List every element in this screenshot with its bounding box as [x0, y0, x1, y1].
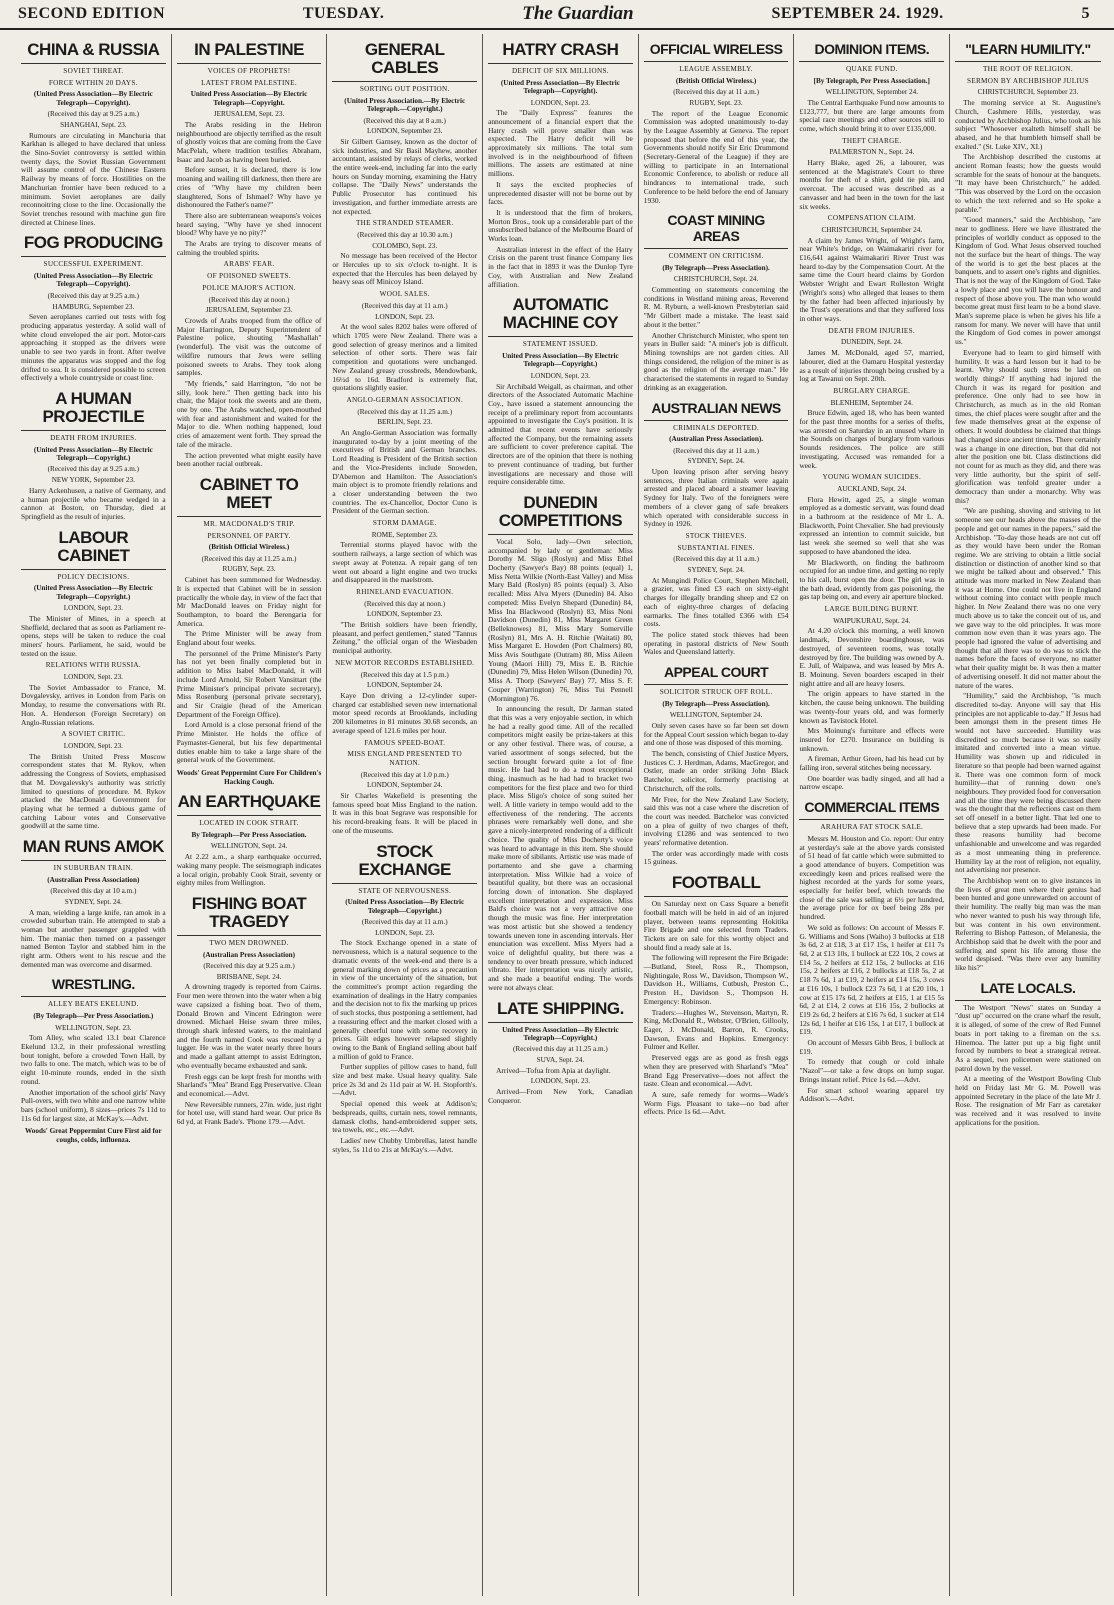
dateline: LONDON, Sept. 23. [375, 312, 435, 321]
article-headline: "LEARN HUMILITY." [955, 38, 1101, 62]
article-headline: DOMINION ITEMS. [799, 38, 944, 62]
article-paragraph: The Prime Minister will be away from England about four weeks. [176, 629, 322, 648]
sub-headline: STOCK THIEVES. [685, 531, 747, 540]
dateline: LONDON, Sept. 23. [63, 742, 123, 750]
column-2 [172, 34, 328, 1596]
dateline: BRISBANE, Sept. 24. [216, 972, 282, 981]
article-paragraph: Upon leaving prison after serving heavy sentences, three Italian criminals were again arrested and placed aboard a steamer leaving Sydney for Italy. Two of the foreigners were members of a clever gang of safe breakers which operated with considerable success in Sydney in 1926. [643, 467, 789, 529]
article-paragraph: At a meeting of the Westport Bowling Club held on Friday last Mr G. M. Powell was appointed Secretary in the place of the late Mr J. Rose. The resignation of Mr Farr as caretaker was received and it was resolved to invite applications for the position. [955, 1074, 1101, 1127]
dateline: (Received this day at 8 a.m.) [363, 116, 446, 125]
dateline: (Received this day at 11.25 a.m.) [357, 407, 453, 416]
article-paragraph: "Humility," said the Archbishop, "is much discredited to-day. Anyone will say that His principles are not applicable to-day." If Jesus had been amongst them in the present times He would not have succeeded. Humility was discredited so much because it was so easily imitated and converted into a mean virtue. Humility was shown up and ridiculed in literature so that people had been warned against it. There was one common form of mock humility—that of running down one's neighbours. They provided food for conversation and all the time they were being discussed there was the thought that the reflections cast on them set off oneself in a better light. That led one to believe that a step upwards had been made. For these reasons humility had become unfashionable and unwelcome and was regarded as a most unmeaning thing in preference. Humility lay at the root of religion, not equality, not advertising nor presence. [955, 691, 1101, 875]
wire-credit: (British Official Wireless.) [208, 543, 290, 552]
article-paragraph: Further supplies of pillow cases to hand, full size and best make. Usual heavy quality. Sale price 2s 3d and 2s 11d pair at W. H. Stopforth's.—Advt. [332, 1062, 478, 1098]
wire-credit: By Telegraph—Per Press Association. [191, 831, 307, 840]
article-paragraph: Sir Gilbert Garnsey, known as the doctor of sick industries, and Sir Basil Mayhew, another accountant, assisted by relays of clerks, worked the entire week-end, including far into the early hours on Sunday morning, examining the Hatry collapse. The "Daily News" understands the Public Prosecutor has continued his investigation, and further immediate arrests are not expected. [332, 136, 478, 216]
article-paragraph: Commenting on statements concerning the conditions in Westland mining areas, Reverend R. M. Ryburn, a well-known Presbyterian said "Mr Gilbert made a mistake. The least said about it the better." [643, 285, 789, 329]
sub-headline: STATE OF NERVOUSNESS. [358, 886, 452, 895]
wire-credit: United Press Association—By Electric Telegraph—Copyright.) [502, 351, 619, 369]
sub-headline: SOLICITOR STRUCK OFF ROLL. [659, 688, 773, 697]
wire-credit: (United Press Association—By Electric Telegraph—Copyright). [33, 272, 153, 289]
wire-credit: United Press Association—By Electric Telegraph—Copyright. [190, 90, 308, 107]
article-paragraph: Harry Ackenhusen, a native of Germany, and a human projectile who became wedged in a cannon at Boston, on Thursday, died at Springfield as the result of injuries. [21, 485, 166, 521]
sub-headline: ARAHURA FAT STOCK SALE. [820, 823, 924, 832]
article-paragraph: The Soviet Ambassador to France, M. Dovgalevsky, arrives in London from Paris on Monday, to resume the conversations with Rt. Hon. A. Henderson (Foreign Secretary) on Anglo-Russian relations. [21, 682, 166, 727]
wire-credit: (By Telegraph—Per Press Association.) [33, 1012, 154, 1021]
sub-headline: ALLEY BEATS EKELUND. [48, 1000, 139, 1009]
wire-credit: (United Press Association—By Electric Telegraph—Copyright.) [33, 584, 153, 601]
article-paragraph: A claim by James Wright, of Wright's farm, near White's bridge, on Waimakariri river for £16,641 against Waimakariri River Trust was heard to-day by the Compensation Court. At the same time the Court heard claims by Gordon Webster Wright and Ewart Rolleston Wright (Wright's sons) who alleged that leases to them by the father had been affected injuriously by the Trust's operations and that they suffered loss in other ways. [799, 235, 945, 323]
dateline: LONDON, Sept. 23. [63, 673, 123, 682]
dateline: LONDON, September 24. [366, 781, 443, 790]
article-headline: AUTOMATIC MACHINE COY [488, 293, 633, 337]
article-paragraph: Terrential storms played havoc with the southern railways, a large section of which was swept away at Potenza. A repair gang of ten went out aboard a light engine and two trucks and disappeared in the maelstrom. [332, 540, 478, 585]
article-paragraph: It is understood that the firm of brokers, Morton Bros., took up a considerable part of the unsubscribed balance of the Melbourne Board of Works loan. [488, 207, 633, 244]
advertisement: Woods' Great Peppermint Cure For Children's Hacking Cough. [176, 768, 322, 786]
article-headline: LABOUR CABINET [21, 526, 166, 570]
sub-headline: WOOL SALES. [379, 290, 430, 299]
article-paragraph: Special opened this week at Addison's; bedspreads, quilts, curtain nets, towel remnants, damask cloths, hand-embroidered supper sets, tea towels, etc., etc.—Advt. [332, 1099, 478, 1135]
article-paragraph: Tom Alley, who scaled 13.1 beat Clarence Ekelund 13.2, in their professional wrestling bout tonight, before a crowded Town Hall, by two falls to one. The match, which was to be of eight 10-minute rounds, ended in the sixth round. [21, 1033, 166, 1086]
dateline: COLOMBO, Sept. 23. [372, 241, 438, 250]
dateline: (Received this day at 11 a.m.) [673, 88, 759, 97]
dateline: (Received this day at 11 a.m.) [673, 555, 759, 564]
dateline: JERUSALEM, September 23. [205, 306, 293, 315]
dateline: NEW YORK, September 23. [51, 476, 135, 485]
article-paragraph: The personnel of the Prime Minister's Party has not yet been finally completed but in addition to Miss Isabel MacDonald, it will include Lord Arnold, Sir Robert Vansittart (the Prime Minister's principal private secretary), Miss Rosenburg (personal private secretary), and Sir Craigie (head of the American Department of the Foreign Office). [176, 648, 322, 719]
article-paragraph: An Anglo-German Association was formally inaugurated to-day by a joint meeting of the executives of British and German branches. Lord Reading is President of the British section and the Vice-Presidents include Snowden, D'Abernon and Hamilton. The Association's main object is to promote friendly relations and a closer understanding between the two countries. The ex-Chancellor, Doctor Cuno is President of the German section. [332, 428, 478, 516]
dateline: (Received this day at 9.25 a.m.) [47, 110, 140, 119]
article-paragraph: One boarder was badly singed, and all had a narrow escape. [799, 773, 945, 792]
article-paragraph: Seven aeroplanes carried out tests with fog producing apparatus yesterday. A solid wall of white cloud enveloped the air port. Motor-cars approaching it stopped as the drivers were unable to see two yards in front. After twelve minutes the apparatus was stopped and the fog drifted to sea. It is considered possible to screen effectively a whole countryside or coast line. [21, 312, 166, 383]
wire-credit: United Press Association—By Electric Telegraph—Copyright.) [502, 1025, 619, 1042]
article-paragraph: The Minister of Mines, in a speech at Sheffield, declared that as soon as Parliament re-opens, steps will be taken to reduce the coal miners' hours. Parliament, he said, would be tested on the issue. [21, 613, 166, 658]
sub-headline: VOICES OF PROPHETS! [207, 67, 291, 75]
dateline: WELLINGTON, September 24. [825, 88, 919, 97]
sub-headline: A SOVIET CRITIC. [61, 730, 126, 739]
article-headline: CHINA & RUSSIA [21, 38, 166, 64]
column-7 [950, 34, 1106, 1596]
dateline: (Received this day at 11.25 a.m.) [513, 1045, 608, 1054]
article-paragraph: The British United Press Moscow correspondent states that M. Rykov, when addressing the Congress of Soviets, emphasised that M. Dovgalevsky's authority was strictly limited to questions of procedure. M. Rykov attacked the MacDonald Government for playing what he termed a dubious game of catching Labour votes and Conservative goodwill at the same time. [21, 751, 166, 831]
article-headline: FOOTBALL [644, 871, 789, 897]
dateline: SUVA, Sept. 24. [536, 1056, 585, 1065]
article-paragraph: Rumours are circulating in Manchuria that Karkhan is alleged to have declared that unless the Sino-Soviet controversy is settled within twenty days, the Soviet Russian Government will assume control of the Chinese Eastern Railway by means of force. Hostilities on the Manchurian frontier have been reduced to a minimum. Soviet aeroplanes are daily reconnoitring close to the line. Occasionally the Soviet trenches resound with machine gun fire directed at Chinese lines. [21, 130, 166, 227]
dateline: LONDON, Sept. 23. [530, 371, 591, 380]
article-paragraph: The Arabs residing in the Hebron neighbourhood are objectly terrified as the result of ghostly voices that are coming from the Cave MacPelah, where tradition testifies Abraham, Isaac and Jacob as having been buried. [176, 119, 322, 164]
sub-headline: COMMENT ON CRITICISM. [668, 252, 764, 261]
article-paragraph: The following will represent the Fire Brigade:—Butland, Steel, Ross R., Thompson, Nightingale, Ross W., Davidson, Thompson W., Davidson H., Williams, Cutbush, Preston C., Preston H., Davidson S., Thompson H. Emergency: Robinson. [643, 953, 789, 1006]
article-paragraph: The bench, consisting of Chief Justice Myers, Justices C. J. Herdman, Adams, MacGregor, and Ostler, made an order striking John Black Batchelor, solicitor, formerly practising at Christchurch, off the rolls. [643, 749, 789, 793]
article-paragraph: Arrived—From New York, Canadian Conqueror. [488, 1087, 633, 1105]
dateline: (Received this day at 9.25 a.m.) [47, 291, 140, 300]
sub-headline: LEAGUE ASSEMBLY. [679, 65, 753, 73]
wire-credit: (By Telegraph—Press Association). [662, 263, 770, 272]
article-headline: FISHING BOAT TRAGEDY [177, 892, 322, 936]
article-paragraph: The morning service at St. Augustine's Church, Cashmere Hills, yesterday, was conducted by Archbishop Julius, who took as his subject "Whosoever exalteth himself shall be abased, and he that humbleth himself shall be exalted." (St. Luke XIV., XI.) [955, 98, 1101, 151]
article-paragraph: The Archbishop went on to give instances in the lives of great men where their genius had been hunted and gone unrewarded on account of their humility. The really big man was the man who never wanted to push his way through life, but was content in his own environment. Referring to Bishop Patteson, of Melanesia, the Archbishop said that he dwelt with the poor and suffering and spent his life among those the world despised. "Was there ever any humility like his?" [955, 875, 1101, 973]
article-paragraph: In announcing the result, Dr Jarman stated that this was a very enjoyable section, in which he had a really good time. All of the recalled competitors might easily be prize-takers at this or any other festival. There was, of course, a varied assortment of songs selected, but the section brought forward quite a lot of fine music. He had had to do a most exceptional thing, inasmuch as he had had to bracket two competitors for the first place and two for third place. Miss Sligo's choice of song suited her well. A little variety in tempo would add to the effectiveness of the rendering. The accents phrases were remarkably well done, and she gave a nicely-interpreted rendering of a difficult choice. The quality of Miss Docherty's voice was heard to advantage in this item. She should make more of sibilants. Artistic use was made of portamento and she gave a charming interpretation. Miss Wilkie had a voice of beautiful quality, but there was an occasional forcing down of intonation. She displayed excellent interpretation and expression. Miss Bald's choice was not a very attractive one though the music was fine. Her interpretation was most artistic but she showed a tendency towards uneven tone in ascending intervals. Her enunciation was excellent. Miss Myers had a voice of delightful quality, but there was a tendency to over breath pressure, which induced vibrato. Her interpretation was nicely artistic, and she made a beautiful ending. The words were not always clear. [488, 704, 633, 992]
article-paragraph: Everyone had to learn to gird himself with humility. It was a hard lesson but it had to be learnt. Why should such stress be laid on worldly things? If anything had injured the Church it was its regard for position and preference. One only had to see how in Christchurch, as much as in the old Roman times, the chief places were sought after and the few made themselves great at the expense of others. It would doubtless be claimed that things had changed since ancient times. There certainly was a change in one direction, but that did not alter the position one bit. Class distinctions did not count for as much as they did, and there was very little authority, but the spirit of self-glorification was tenfold greater under a democracy than under a monarchy. Why was this? [955, 347, 1101, 505]
dateline: (Received this day at 10 a.m.) [50, 887, 137, 896]
sub-headline: QUAKE FUND. [845, 65, 898, 73]
article-paragraph: A drowning tragedy is reported from Cairns. Four men were thrown into the water when a big wave capsized a fishing boat. Two of them, Donald Brown and Vincent Edrington were drowned. Michael Heise swam three miles, through shark infested waters, to the mainland and the fourth named Cook was rescued by a lugger. He was in the water nearly three hours and made a gallant attempt to assist Edrington, who eventually became exhausted and sank. [176, 982, 322, 1070]
dateline: ROME, September 23. [371, 530, 438, 539]
dateline: (Received this day at 11 a.m.) [361, 301, 448, 310]
article-paragraph: Another importation of the school girls' Navy Pull-overs, with two white and one narrow white bars (school uniform), 8 sizes—prices 7s 11d to 11s 6d for largest size, at McKay's.—Advt. [21, 1087, 166, 1123]
dateline: WELLINGTON, Sept. 23. [55, 1023, 132, 1032]
column-5 [639, 34, 795, 1596]
dateline: (Received this day at 1.5 p.m.) [360, 670, 449, 679]
sub-headline: YOUNG WOMAN SUICIDES. [822, 473, 922, 482]
day-label: TUESDAY. [302, 5, 385, 22]
article-paragraph: We sold as follows: On account of Messrs F. G. Williams and Sons (Waiho) 3 bullocks at £18 3s 6d, 2 at £18, 3 at £17 15s, 1 heifer at £11 7s 6d, 2 at £13 10s, 1 bullock at £22 10s, 2 cows at £14 5s, 2 heifers at £12 15s, 2 bullocks at £16 15s, 2 heifers at £16, 2 bullocks at £18 5s, 2 at £18 7s 6d, 1 at £19, 2 heifers at £14 15s, 3 cows at £16 10s, 1 bullock £23 7s 6d, 1 at £20 10s, 1 cow at £15 17s 6d, 2 heifers at £15, 1 at £15 5s 6d, 2 at £14, 2 cows at £16 15s, 2 bullocks at £19 2s 6d, 2 heifers at £16 7s 6d, 1 sucker at £14 12s 6d, 1 heifer at £16 15s, 1 at £17, 1 bullock at £19. [799, 922, 945, 1037]
article-paragraph: At 2.22 a.m., a sharp earthquake occurred, waking many people. The seismograph indicates a local origin, probably Cook Strait, seventy or eighty miles from Wellington. [176, 852, 322, 888]
sub-headline: IN SUBURBAN TRAIN. [53, 864, 134, 873]
article-paragraph: It says the excited prophecies of unprecedented disaster will not be borne out by facts. [488, 179, 633, 207]
article-headline: LATE LOCALS. [955, 977, 1101, 1001]
edition-label: SECOND EDITION [18, 5, 166, 22]
dateline: LONDON, Sept. 23. [530, 98, 591, 107]
article-paragraph: Harry Blake, aged 26, a labourer, was sentenced at the Magistrate's Court to three months for theft of a shirt, gold tie pin, and overcoat. The accused was described as a canvasser and had been in the town for the last six weeks. [799, 158, 945, 211]
dateline: SYDNEY, Sept. 24. [687, 566, 745, 575]
sub-headline: ANGLO-GERMAN ASSOCIATION. [346, 395, 463, 404]
sub-headline: SERMON BY ARCHBISHOP JULIUS [966, 76, 1089, 85]
article-paragraph: No message has been received of the Hector or Hercules up to six o'clock to-night. It is expected that the Hercules has been delayed by heavy seas off Minicoy Island. [332, 251, 478, 287]
wire-credit: (Australian Press Association) [47, 875, 140, 884]
article-paragraph: Fresh eggs can be kept fresh for months with Sharland's "Mea" Brand Egg Preservative. Clean and economical.—Advt. [176, 1071, 322, 1098]
sub-headline: FAMOUS SPEED-BOAT. [364, 738, 446, 747]
article-paragraph: Sir Archibald Weigall, as chairman, and other directors of the Associated Automatic Machine Coy., have issued a statement announcing the receipt of a preliminary report from accountants appointed to investigate the Coy's position. It is admitted that recent events have seriously affected the Company, but the remaining assets are sufficient to cover preference capital. The directors are of the opinion that there is nothing to prevent continuance of trading, but further investigations are necessary and those will require considerable time. [488, 381, 633, 487]
sub-headline: TWO MEN DROWNED. [209, 938, 289, 947]
sub-headline: DEATH FROM INJURIES. [828, 326, 916, 335]
wire-credit: [By Telegraph, Per Press Association.] [813, 76, 930, 85]
article-paragraph: "The British soldiers have been friendly, pleasant, and perfect gentlemen," stated "Tannus Zeitung," the official organ of the Wiesbaden municipal authority. [332, 620, 478, 656]
sub-headline: SUBSTANTIAL FINES. [677, 543, 755, 552]
article-paragraph: "My friends," said Harrington, "do not be silly, look here." Then getting back into his chair, the Major took the sweets and ate them, one by one. The Arabs watched, open-mouthed with fear and astonishment and waited for the Major to die. When nothing happened, loud cries of amazement went forth. They spread the tale of the miracle. [176, 378, 322, 449]
newspaper-columns [16, 34, 1106, 1596]
article-paragraph: Kaye Don driving a 12-cylinder super-charged car established seven new international motor speed records at Brooklands, including 200 kilometres in 81 minutes 30.68 seconds, an average speed of 121.6 miles per hour. [332, 691, 478, 735]
article-paragraph: Australian interest in the effect of the Hatry Crisis on the parent trust finance Company lies in the fact that in 1893 it was the Dunlop Tyre Coy, with Australian and New Zealand affiliation. [488, 244, 633, 289]
masthead [0, 0, 1114, 30]
column-4 [483, 34, 639, 1596]
article-paragraph: Mrs Moinung's furniture and effects were insured for £270. Insurance on building is unknown. [799, 726, 945, 753]
article-paragraph: Mr Free, for the New Zealand Law Society, said this was not a case where the discretion of the court was needed. Batchelor was convicted on a plea of guilty of two charges of theft, involving £1286 and was sentenced to two years' reformative detention. [643, 794, 789, 848]
article-headline: STOCK EXCHANGE [332, 840, 477, 884]
article-headline: OFFICIAL WIRELESS [644, 38, 789, 62]
dateline: BLENHEIM, September 24. [830, 398, 913, 407]
wire-credit: (Australian Press Association). [669, 435, 764, 444]
article-paragraph: James M. McDonald, aged 57, married, labourer, died at the Oamaru Hospital yesterday as a result of injuries through being crushed by a log at Tawanui on Sept. 20th. [799, 348, 945, 384]
article-paragraph: The report of the League Economic Commission was adopted unanimously to-day by the League Assembly at Geneva. The report proposed that before the end of this year, the Governments should notify Sir Eric Drummond (Secretary-General of the League) if they are willing to participate in an International Economic Conference, to abolish or reduce all hindrances to international trade, such Conference to be held before the end of January 1930. [643, 108, 789, 205]
dateline: AUCKLAND, Sept. 24. [837, 484, 907, 493]
article-paragraph: A man, wielding a large knife, ran amok in a crowded suburban train. He attempted to stab a woman but another passenger grappled with him. The maniac then turned on a passenger named Benton Taylor and stabbed him in the right arm. Others went to his rescue and the demented man was overcome and disarmed. [21, 907, 166, 969]
article-headline: IN PALESTINE [177, 38, 322, 64]
article-paragraph: Arrived—Tofua from Apia at daylight. [496, 1065, 611, 1075]
article-paragraph: The Westport "News" states on Sunday a "dust up" occurred on the crane wharf the result, it is alleged, of some of the crew of Red Funnel boats in port taking to a fireman on the s.s. Hinemoa. The latter put up a big fight until forced by numbers to beat a strategical retreat. As a sequel, two policemen were stationed on patrol down by the vessel. [955, 1002, 1101, 1073]
article-paragraph: Before sunset, it is declared, there is low moaning and wailing till darkness, then there are cries of "Why have my children been slaughtered, Sons of Ishmael? Why have ye dishonoured the Father's name?" [176, 165, 322, 210]
paper-title: The Guardian [522, 3, 634, 24]
article-paragraph: Only seven cases have so far been set down for the Appeal Court session which began to-day and one of those was disposed of this morning. [643, 720, 789, 748]
article-paragraph: Another Christchurch Minister, who spent ten years in Buller said: "A miner's job is difficult. Mining townships are not garden cities. All things considered, the religion of the miner is as good as the religion of the average man." He characterised the statements in regard to Sunday drinking as an exaggeration. [643, 330, 789, 392]
article-paragraph: New Reversible runners, 27in. wide, just right for hotel use, will stand hard wear. Our price 8s 6d yd, at Frank Bade's. 'Phone 179.—Advt. [176, 1099, 322, 1127]
dateline: BERLIN, Sept. 23. [377, 418, 433, 427]
dateline: LONDON, September 23. [366, 610, 443, 619]
dateline: CHRISTCHURCH, September 23. [977, 88, 1079, 97]
wire-credit: (United Press Association—By Electric Telegraph—Copyright). [33, 90, 153, 107]
article-paragraph: The action prevented what might easily have been another racial outbreak. [176, 450, 322, 469]
sub-headline: LARGE BUILDING BURNT. [824, 605, 919, 614]
article-paragraph: The "Daily Express" features the announcement of a financial expert that the Hatry crash will prove smaller than was expected. The Hatry deficit will be approximately six millions. The total sum involved is in the neighbourhood of fifteen millions. The assets are estimated at nine millions. [488, 108, 633, 179]
article-paragraph: At 4.20 o'clock this morning, a well known landmark, Devonshire boardinghouse, was destroyed, of seventeen rooms, was totally destroyed by fire. The building was owned by A. E. Jull, of Waipawa, and was leased by Mrs A. B. Moinung. Seven boarders escaped in their night attire and all are heavy losers. [799, 626, 945, 688]
wire-credit: (United Press Association.—By Electric Telegraph.—Copyright.) [344, 96, 466, 114]
article-paragraph: The origin appears to have started in the kitchen, the cause being unknown. The building was twenty-four years old, and was formerly known as Tavistock Hotel. [799, 689, 945, 725]
article-paragraph: At the wool sales 8202 bales were offered of which 1705 were New Zealand. There was a good selection of greasy merinos and a limited selection of other sorts. There was fair competition and quotations were unchanged. New Zealand greasy crossbreds, Mendowbank, 16½d to 16d. Bradford is extremely flat, quotations slightly easier. [332, 322, 478, 393]
dateline: (Received this day at 10.30 a.m.) [357, 230, 453, 239]
article-paragraph: To remedy that cough or cold inhale "Nazol"—or take a few drops on lump sugar. Brings instant relief. Price 1s 6d.—Advt. [799, 1057, 945, 1084]
article-headline: COMMERCIAL ITEMS [799, 796, 944, 820]
dateline: JERUSALEM, Sept. 23. [213, 110, 285, 119]
article-paragraph: The Central Earthquake Fund now amounts to £123,777, but there are large amounts from special race meetings and other sources still to come, which should bring it to over £135,000. [799, 97, 945, 133]
article-headline: GENERAL CABLES [332, 38, 477, 82]
sub-headline: CRIMINALS DEPORTED. [673, 423, 760, 432]
dateline: LONDON, September 23. [366, 127, 443, 136]
article-paragraph: Sir Charles Wakefield is presenting the famous speed boat Miss England to the nation. It was in this boat Segrave was responsible for his record-breaking feats. It will be placed in one of the museums. [332, 791, 478, 835]
article-paragraph: Traders:—Hughes W., Stevenson, Martyn, R. King, McDonald R., Webster, O'Brien, Gillooly, Eager, J. McDonald, Barron, R. Crooks, Dawson, Evans and Hopkins. Emergency: Fulmer and Keller. [643, 1007, 789, 1052]
article-paragraph: Mr Blackworth, on finding the bathroom occupied for an undue time, and getting no reply to his call, burst open the door. The girl was in the bath dead, evidently from gas poisoning, the gas tap being on, and every air aperture blocked. [799, 557, 945, 602]
article-paragraph: At Mungindi Police Court, Stephen Mitchell, a grazier, was fined £3 each on sixty-eight charges for illegally branding sheep and £2 on each of eighty-three charges of defacing earmarks. The fines totalled £366 with £54 costs. [643, 575, 789, 629]
sub-headline: SUCCESSFUL EXPERIMENT. [43, 260, 144, 269]
column-1 [16, 34, 172, 1596]
article-headline: AUSTRALIAN NEWS [644, 397, 789, 421]
dateline: LONDON, Sept. 23. [63, 604, 123, 613]
article-paragraph: "Good manners," said the Archbishop, "are near to godliness. Here we have illustrated the principles of worldly conduct as opposed to the Kingdom of God. What Jesus observed touched not the surface but the heart of things. The way of the world is to get the best places at the banquets, and to assert one's rights and dignities. That is not the way of the Kingdom of God. Take a lowly place and you will have the honour and respect of those above you. The man who would become great must first learn to be a bond slave. Man's supreme place is when he gives his life a ransom for many. We never will have that until the Kingdom of God comes in power amongst us." [955, 215, 1101, 347]
dateline: CHRISTCHURCH, September 24. [821, 225, 923, 234]
article-paragraph: A fireman, Arthur Green, had his head cut by falling iron, several stitches being necessary. [799, 754, 945, 773]
article-paragraph: The order was accordingly made with costs 15 guineas. [643, 848, 789, 867]
sub-headline: DEFICIT OF SIX MILLIONS. [511, 67, 609, 75]
dateline: (Received this day at noon.) [208, 295, 290, 304]
advertisement: Woods' Great Peppermint Cure First aid for coughs, colds, influenza. [25, 1127, 162, 1145]
article-paragraph: Preserved eggs are as good as fresh eggs when they are preserved with Sharland's "Mea" Brand Egg Preservative—does not affect the taste. Clean and economical.—Advt. [643, 1053, 789, 1089]
dateline: (Received this day at 11 a.m.) [673, 446, 759, 455]
dateline: SYDNEY, Sept. 24. [64, 897, 122, 906]
article-headline: FOG PRODUCING [21, 231, 166, 257]
article-headline: DUNEDIN COMPETITIONS [488, 491, 633, 535]
sub-headline: RHINELAND EVACUATION. [356, 587, 454, 596]
article-paragraph: On account of Messrs Gibb Bros, 1 bullock at £19. [799, 1038, 945, 1056]
page-number: 5 [1081, 5, 1090, 22]
article-headline: MAN RUNS AMOK [21, 835, 166, 861]
dateline: WELLINGTON, Sept. 24. [210, 842, 288, 851]
dateline: (Received this day at 1.0 p.m.) [360, 770, 449, 779]
article-paragraph: Flora Hewitt, aged 25, a single woman employed as a domestic servant, was found dead in a bathroom at the residence of Mr L. A. Blackworth, Point Chevalier. She had previously expressed an intention to commit suicide, but last week she seemed so well that she was supposed to have abandoned the idea. [799, 494, 945, 556]
article-paragraph: "We are pushing, shoving and striving to let someone see our heads above the masses of the people and get our names in the papers," said the Archbishop. "To-day those heads are not cut off as they would have been under the Roman regime. We are striving to obtain a little social distinction or distinction of another kind so that we might be talked about and observed." This attitude was more marked in New Zealand than it was at Home. One could not live in England without coming into contact with people much higher. In New Zealand there was no one very much above us to take the conceit out of us, and we gave way to the old principles. It was more common now even than it was years ago. The people had ignored the value of advertising and thought that all there was to do was to stick the names before the faces of everyone, no matter what their quality might be. It was then a matter of advertising oneself. It did not matter about the nature of the wares. [955, 506, 1101, 690]
sub-headline: NEW MOTOR RECORDS ESTABLISHED. [335, 658, 475, 667]
dateline: DUNEDIN, Sept. 24. [840, 338, 903, 347]
article-paragraph: Vocal Solo, lady—Own selection, accompanied by lady or gentleman: Miss Dorothy M. Sligo (Roslyn) and Miss Ethel Docherty (Sawyer's Bay) 88 points (equal) 1, Miss Netta Wilkie (North-East Valley) and Miss Mary Bald (Roslyn) 85 points (equal) 3. Also recalled: Miss Alva Myers (Dunedin) 84. Also competed: Miss Evelyn Shepard (Dunedin) 84, Miss Ina Blackwood (Roslyn) 83, Miss Noni Davidson (Dunedin) 81, Miss Margaret Green (Belleknowes) 81, Miss Mary Somerville (Roslyn) 81, Mrs A. H. Ritchie (Waitati) 80, Miss Margaret E. Howden (Port Chalmers) 80, Miss Avis Southgate (Outram) 80, Miss Aileen Young (Maori Hill) 79, Miss E. B. Ritchie (Dunedin) 79, Miss Helen Wilson (Dunedin) 70, Miss A. Thorp (Sawyers' Bay) 77, Miss S. F. Couper (Warrington) 76, Miss Tui Pennell (Mornington) 76. [488, 536, 633, 703]
sub-headline: THE STRANDED STEAMER. [355, 219, 454, 228]
sub-headline: PERSONNEL OF PARTY. [207, 531, 291, 540]
article-paragraph: On Saturday next on Cass Square a benefit football match will be held in aid of an injured player, between teams representing Hokitika Fire Brigade and one selected from Traders. Tickets are on sale for this worthy object and should find a ready sale at 1s. [643, 899, 789, 952]
article-paragraph: The Archbishop described the customs at ancient Roman feasts; how the guests would scramble for the seats of honour at the banquets. "It may have been Christchurch," he added. "This was observed by the Lord on the occasion to which the text referred and so He spoke a parable." [955, 152, 1101, 214]
article-paragraph: Messrs M. Houston and Co. report: Our entry at yesterday's sale at the above yards consisted of 51 head of fat cattle which were submitted to a good attendance of buyers. Competition was exceedingly keen and prices realised were the highest recorded at the yards for some years, especially for heifer beef, which towards the close of the sale was selling at 6½ per hundred, the average price for ox beef being 28s per hundred. [799, 833, 945, 922]
article-paragraph: For smart school wearing apparel try Addison's.—Advt. [799, 1085, 945, 1104]
wire-credit: (Australian Press Association) [202, 950, 296, 959]
column-6 [794, 34, 950, 1596]
article-headline: COAST MINING AREAS [644, 209, 789, 249]
sub-headline: POLICE MAJOR'S ACTION. [202, 283, 296, 292]
article-paragraph: Cabinet has been summoned for Wednesday. It is expected that Cabinet will be in session practically the whole day, in view of the fact that Mr MacDonald leaves on Friday night for Southampton, to board the Berengaria for America. [176, 575, 322, 628]
date-label: SEPTEMBER 24. 1929. [771, 5, 944, 22]
sub-headline: OF POISONED SWEETS. [207, 272, 291, 281]
sub-headline: LOCATED IN COOK STRAIT. [199, 819, 299, 828]
wire-credit: (United Press Association—By Electric Telegraph—Copyright). [500, 78, 620, 96]
dateline: LONDON, Sept. 23. [530, 1077, 591, 1086]
article-headline: A HUMAN PROJECTILE [21, 387, 166, 431]
sub-headline: COMPENSATION CLAIM. [827, 214, 916, 223]
dateline: (Received this day at noon.) [364, 599, 446, 608]
sub-headline: POLICY DECISIONS. [57, 572, 130, 581]
sub-headline: ARABS' FEAR. [223, 260, 275, 269]
article-paragraph: There also are subterranean weapons's voices heard saying, "Why have ye shed innocent blood? Why have ye no pity?" [176, 210, 322, 238]
sub-headline: THE ROOT OF RELIGION. [982, 65, 1073, 73]
sub-headline: FORCE WITHIN 20 DAYS. [48, 78, 138, 87]
column-3 [327, 34, 483, 1596]
wire-credit: (United Press Association—By Electric Telegraph—Copyright.) [345, 898, 465, 915]
dateline: SYDNEY, Sept. 24. [687, 457, 745, 466]
sub-headline: RELATIONS WITH RUSSIA. [45, 661, 141, 670]
article-paragraph: The police stated stock thieves had been operating in pastoral districts of New South Wales and Queensland latterly. [643, 629, 789, 657]
dateline: CHRISTCHURCH, Sept. 24. [673, 275, 759, 284]
article-headline: AN EARTHQUAKE [177, 790, 322, 816]
sub-headline: BURGLARY CHARGE. [833, 386, 911, 395]
article-headline: APPEAL COURT [644, 661, 789, 685]
dateline: WELLINGTON, September 24. [669, 711, 763, 720]
article-paragraph: Ladies' new Chubby Umbrellas, latest handle styles, 5s 11d to 21s at McKay's.—Advt. [332, 1135, 478, 1154]
article-paragraph: Bruce Edwin, aged 18, who has been wanted for the past three months for a series of thefts, was arrested on Saturday in an unused whare in the Sounds on charges of burglary from various Sounds residences. The police are still investigating. Accused was remanded for a week. [799, 408, 945, 470]
wire-credit: (British Official Wireless.) [675, 76, 757, 85]
article-headline: LATE SHIPPING. [488, 997, 633, 1023]
dateline: PALMERSTON N., Sept. 24. [829, 148, 915, 157]
dateline: (Received this day at 11.25 a.m.) [201, 554, 297, 563]
article-paragraph: Lord Arnold is a close personal friend of the Prime Minister. He holds the office of Paymaster-General, but his few departmental duties enable him to take a large share of the general work of the Government. [176, 720, 322, 765]
dateline: RUGBY, Sept. 23. [222, 565, 276, 574]
sub-headline: DEATH FROM INJURIES. [50, 433, 137, 442]
sub-headline: MR. MACDONALD'S TRIP. [203, 519, 295, 528]
dateline: LONDON, Sept. 23. [375, 928, 435, 937]
dateline: RUGBY, Sept. 23. [689, 98, 743, 107]
article-paragraph: The Stock Exchange opened in a state of nervousness, which is a natural sequence to the dramatic events of the week-end and there is a general marking down of prices as a precaution in view of the uncertainty of the situation, but the committee's prompt action regarding the examination of dealings in the Hatry companies and the decision not to fix the marking up prices of such stocks, thus postponing a settlement, had a reassuring effect and the market closed with a generally cheerful tone with some recovery in prices. Gilt edges however relapsed slightly owing to the Bank of England selling about half a million of gold to France. [332, 938, 478, 1061]
dateline: LONDON, September 24. [366, 681, 443, 690]
article-headline: WRESTLING. [21, 973, 166, 997]
article-paragraph: The Arabs are trying to discover means of calming the troubled spirits. [176, 239, 322, 257]
sub-headline: THEFT CHARGE. [842, 136, 902, 145]
wire-credit: (United Press Association—By Electric Telegraph—Copyright.) [33, 445, 153, 463]
sub-headline: LATEST FROM PALESTINE. [201, 78, 297, 87]
wire-credit: (By Telegraph—Press Association). [662, 699, 770, 708]
sub-headline: STORM DAMAGE. [372, 519, 437, 528]
dateline: (Received this day at 11 a.m.) [361, 918, 448, 927]
dateline: SHANGHAI, Sept. 23. [60, 120, 127, 129]
dateline: (Received this day at 9.25 a.m.) [203, 962, 295, 971]
article-paragraph: Crowds of Arabs trooped from the office of Major Harrington, Deputy Superintendent of Palestine police, shouting "Mashallah" (wonderful). The visit was the outcome of wildfire rumours that Jews were selling poisoned sweets to Arabs. They took along samples. [176, 315, 322, 378]
article-paragraph: A sure, safe remedy for worms—Wade's Worm Figs. Pleasant to take—no bad after effects. Price 1s 6d.—Advt. [643, 1089, 789, 1117]
sub-headline: MISS ENGLAND PRESENTED TO NATION. [347, 750, 462, 767]
dateline: (Received this day at 9.25 a.m.) [47, 465, 140, 474]
sub-headline: SOVIET THREAT. [63, 67, 124, 75]
sub-headline: STATEMENT ISSUED. [522, 340, 598, 349]
article-headline: HATRY CRASH [488, 38, 633, 64]
sub-headline: SORTING OUT POSITION. [359, 85, 450, 93]
dateline: WAIPUKURAU, Sept. 24. [833, 616, 911, 625]
article-headline: CABINET TO MEET [177, 473, 322, 517]
dateline: HAMBURG, September 23. [52, 302, 135, 311]
